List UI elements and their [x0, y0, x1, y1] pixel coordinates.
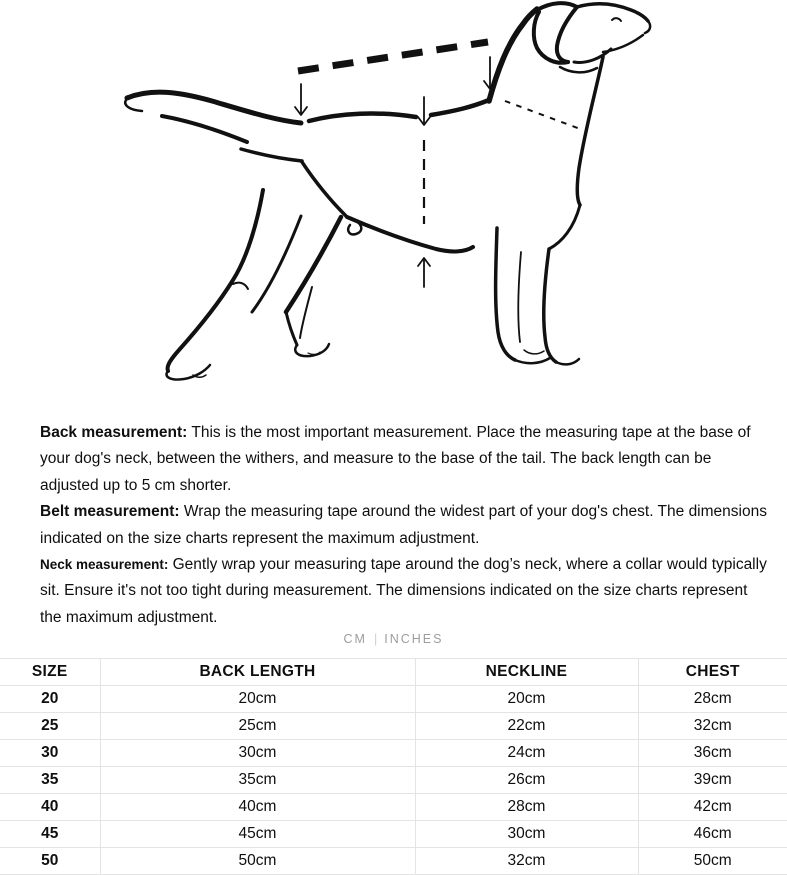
instruction-neck-title: Neck measurement:	[40, 557, 169, 573]
instruction-neck-text: Gently wrap your measuring tape around the dog’s neck, where a collar would typically sit. Ensure it's not too tight during measurement. The dimensions indicated on the size charts represent the maximum adjustment.	[40, 556, 767, 626]
chest-cell: 28cm	[638, 686, 787, 713]
back-length-dashed-line	[298, 42, 488, 71]
back-length-cell: 45cm	[100, 821, 415, 848]
instruction-neck	[40, 552, 773, 631]
instruction-back-text: This is the most important measurement. Place the measuring tape at the base of your dog's neck, between the withers, and measure to the base of the tail. The back length can be adjusted up to 5 cm shorter.	[40, 424, 751, 494]
back-length-cell: 40cm	[100, 794, 415, 821]
chest-cell: 36cm	[638, 740, 787, 767]
table-row	[0, 767, 787, 794]
size-cell: 45	[0, 821, 100, 848]
chest-cell: 32cm	[638, 713, 787, 740]
back-length-cell: 50cm	[100, 848, 415, 875]
chest-cell: 39cm	[638, 767, 787, 794]
measurement-instructions	[0, 405, 787, 631]
chest-cell: 42cm	[638, 794, 787, 821]
table-row	[0, 713, 787, 740]
neckline-cell: 22cm	[415, 713, 638, 740]
arrow-belly-up-icon	[418, 258, 430, 287]
neckline-cell: 32cm	[415, 848, 638, 875]
dog-measurement-diagram	[0, 0, 787, 405]
table-row	[0, 794, 787, 821]
header-neckline: NECKLINE	[415, 659, 638, 686]
size-cell: 50	[0, 848, 100, 875]
neckline-cell: 24cm	[415, 740, 638, 767]
unit-toggle	[0, 632, 787, 652]
unit-option-inches[interactable]: INCHES	[384, 632, 444, 647]
size-cell: 35	[0, 767, 100, 794]
back-length-cell: 35cm	[100, 767, 415, 794]
instruction-back	[40, 420, 773, 499]
header-chest: CHEST	[638, 659, 787, 686]
chest-cell: 50cm	[638, 848, 787, 875]
unit-option-cm[interactable]: CM	[343, 632, 367, 647]
size-cell: 20	[0, 686, 100, 713]
back-length-cell: 20cm	[100, 686, 415, 713]
back-length-cell: 30cm	[100, 740, 415, 767]
instruction-back-title: Back measurement:	[40, 424, 188, 441]
neckline-cell: 30cm	[415, 821, 638, 848]
table-header-row	[0, 659, 787, 686]
size-cell: 40	[0, 794, 100, 821]
arrow-tail-base-icon	[295, 84, 307, 115]
header-size: SIZE	[0, 659, 100, 686]
table-row	[0, 740, 787, 767]
table-row	[0, 821, 787, 848]
size-cell: 30	[0, 740, 100, 767]
arrow-mid-back-icon	[418, 97, 430, 125]
neckline-cell: 20cm	[415, 686, 638, 713]
instruction-belt-text: Wrap the measuring tape around the widest part of your dog's chest. The dimensions indicated on the size charts represent the maximum adjustment.	[40, 503, 767, 547]
chest-cell: 46cm	[638, 821, 787, 848]
neck-dashed-line	[505, 101, 583, 130]
table-row	[0, 848, 787, 875]
size-cell: 25	[0, 713, 100, 740]
instruction-belt	[40, 499, 773, 552]
table-row	[0, 686, 787, 713]
size-chart-table	[0, 658, 787, 875]
arrow-withers-icon	[484, 57, 496, 89]
unit-separator: |	[373, 632, 378, 647]
instruction-belt-title: Belt measurement:	[40, 503, 180, 521]
back-length-cell: 25cm	[100, 713, 415, 740]
neckline-cell: 28cm	[415, 794, 638, 821]
header-back-length: BACK LENGTH	[100, 659, 415, 686]
neckline-cell: 26cm	[415, 767, 638, 794]
